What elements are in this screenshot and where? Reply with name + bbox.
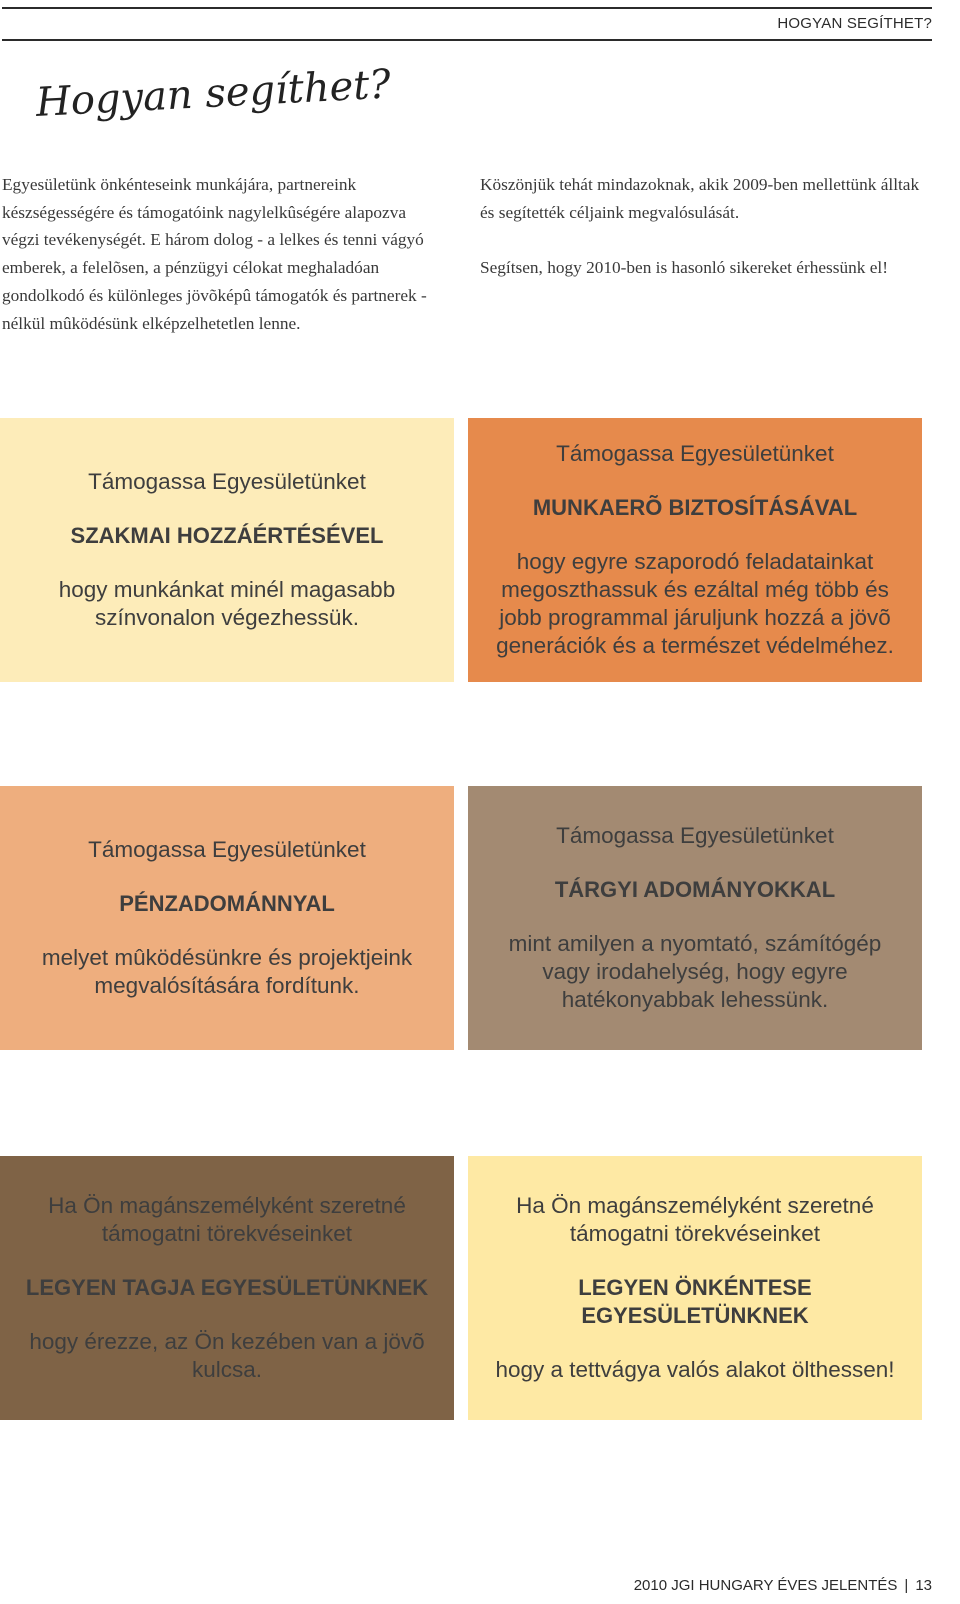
box-body: melyet mûködésünkre és projektjeink megvalósítására fordítunk. xyxy=(41,945,413,998)
box-lead: Támogassa Egyesületünket xyxy=(88,469,366,494)
intro-paragraph: Egyesületünk önkénteseink munkájára, partnereink készségességére és támogatóink nagylelkûségére alapozva végzi tevékenységét. E három dolog - a lelkes és tenni vágyó emberek, a felelõsen, a pénzügyi célokat meghaladóan gondolkodó és különleges jövõképû támogatók és partnerek - nélkül mûködésünk elképzelhetetlen lenne. xyxy=(2,175,427,333)
box-body: hogy munkánkat minél magasabb színvonalon végezhessük. xyxy=(58,577,396,630)
box-headline: LEGYEN TAGJA EGYESÜLETÜNKNEK xyxy=(25,1275,429,1300)
header-underline xyxy=(2,39,932,41)
support-box-expertise xyxy=(0,418,454,682)
page-footer xyxy=(634,1577,932,1594)
running-head: HOGYAN SEGÍTHET? xyxy=(777,15,932,32)
support-box-money xyxy=(0,786,454,1050)
report-title: 2010 JGI HUNGARY ÉVES JELENTÉS xyxy=(633,1577,898,1594)
support-box-labour xyxy=(468,418,922,682)
box-body: mint amilyen a nyomtató, számítógép vagy irodahelység, hogy egyre hatékonyabbak lehessünk. xyxy=(508,931,882,1012)
box-lead: Ha Ön magánszemélyként szeretné támogatni törekvéseinket xyxy=(48,1193,406,1246)
box-headline: MUNKAERÕ BIZTOSÍTÁSÁVAL xyxy=(532,495,858,520)
support-box-goods xyxy=(468,786,922,1050)
box-headline: PÉNZADOMÁNNYAL xyxy=(119,891,335,916)
box-body: hogy egyre szaporodó feladatainkat megoszthassuk és ezáltal még több és jobb programmal járuljunk hozzá a jövõ generációk és a természet védelméhez. xyxy=(496,549,894,658)
appeal-paragraph: Segítsen, hogy 2010-ben is hasonló sikereket érhessünk el! xyxy=(480,258,888,278)
footer-separator: | xyxy=(904,1577,909,1594)
header-rule xyxy=(2,7,932,9)
support-box-membership xyxy=(0,1156,454,1420)
box-lead: Ha Ön magánszemélyként szeretné támogatni törekvéseinket xyxy=(516,1193,874,1246)
intro-left-column xyxy=(2,171,447,365)
page-number: 13 xyxy=(915,1577,932,1594)
box-headline: LEGYEN ÖNKÉNTESE EGYESÜLETÜNKNEK xyxy=(578,1275,812,1328)
box-body: hogy érezze, az Ön kezében van a jövõ kulcsa. xyxy=(29,1329,425,1382)
page-title: Hogyan segíthet? xyxy=(34,61,392,126)
box-lead: Támogassa Egyesületünket xyxy=(556,823,834,848)
box-headline: SZAKMAI HOZZÁÉRTÉSÉVEL xyxy=(70,523,384,548)
intro-right-column xyxy=(480,171,930,309)
box-body: hogy a tettvágya valós alakot ölthessen! xyxy=(495,1357,895,1382)
support-box-volunteer xyxy=(468,1156,922,1420)
thanks-paragraph: Köszönjük tehát mindazoknak, akik 2009-ben mellettünk álltak és segítették céljaink megvalósulását. xyxy=(480,175,920,222)
box-lead: Támogassa Egyesületünket xyxy=(556,441,834,466)
box-headline: TÁRGYI ADOMÁNYOKKAL xyxy=(554,877,836,902)
box-lead: Támogassa Egyesületünket xyxy=(88,837,366,862)
